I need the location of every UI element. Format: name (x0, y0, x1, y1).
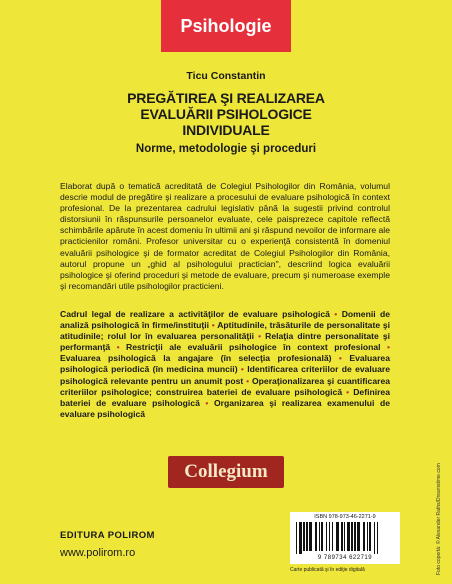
barcode-bar (296, 522, 297, 554)
topic-item: Cadrul legal de realizare a activităţilor de evaluare psihologică (60, 309, 330, 319)
barcode-bar (341, 522, 343, 551)
bullet-separator: • (243, 375, 252, 386)
barcode-bar (336, 522, 339, 551)
title-line-1: PREGĂTIREA ŞI REALIZAREA (127, 90, 325, 106)
bullet-separator: • (331, 353, 350, 364)
barcode-bar (326, 522, 327, 551)
topic-item: Evaluarea psihologică periodică (în medicina muncii) (60, 353, 390, 375)
barcode-bar (299, 522, 302, 554)
barcode-bar (332, 522, 333, 551)
topic-item: Domenii de analiză psihologică în firme/instituţii (60, 309, 390, 331)
title-line-2: EVALUĂRII PSIHOLOGICE (140, 106, 312, 122)
series-label: Psihologie (180, 15, 272, 36)
topic-item: Restricţii ale evaluării psihologice în context profesional (126, 342, 381, 353)
bullet-separator: • (380, 342, 390, 353)
barcode-bar (354, 522, 356, 551)
barcode-bar (351, 522, 353, 551)
print-note: Carte publicată şi în ediţie digitală (290, 567, 365, 573)
barcode-bar (344, 522, 345, 551)
bullet-separator: • (110, 342, 127, 353)
bullet-separator: • (329, 309, 342, 319)
publisher-website[interactable]: www.polirom.ro (60, 547, 136, 559)
topics-list (60, 309, 390, 420)
topic-item: Evaluarea psihologică la angajare (în selecţia profesională) (60, 353, 332, 364)
title-line-3: INDIVIDUALE (182, 122, 270, 138)
barcode-bar (363, 522, 365, 551)
author-name: Ticu Constantin (186, 70, 266, 82)
topic-item: Organizarea şi realizarea examenului de evaluare psihologică (60, 397, 390, 419)
book-subtitle: Norme, metodologie şi proceduri (135, 143, 317, 155)
description-paragraph: Elaborat după o tematică acreditată de Colegiul Psihologilor din România, volumul descrie modul de pregătire şi realizare a procesului de evaluare psihologică în context profesional. De la prezentarea cadrului legislativ până la sugestii privind controlul distorsiunii în răspunsurile persoanelor evaluate, cele paisprezece capitole reflectă schimbările apărute în acest domeniu în ultimii ani şi răspund nevoilor de informare ale practicienilor români. Profesor universitar cu o experienţă consistentă în domeniul evaluării psihologice şi de formator acreditat de Colegiul Psihologilor din România, autorul propune un „ghid al psihologului practician", descriind logica evaluării psihologice şi oferind proceduri şi metode de evaluare, precum şi numeroase exemple şi recomandări utile psihologilor practicieni. (60, 181, 390, 291)
barcode (290, 512, 400, 564)
topic-item: Identificarea criteriilor de evaluare psihologică relevante pentru un anumit post (60, 364, 390, 386)
bullet-separator: • (342, 386, 354, 397)
barcode-bar (309, 522, 312, 551)
publisher-name: EDITURA POLIROM (60, 530, 155, 541)
barcode-bar (367, 522, 368, 551)
barcode-bar (374, 522, 375, 554)
barcode-bar (315, 522, 317, 551)
barcode-bar (321, 522, 323, 551)
bullet-separator: • (237, 364, 248, 375)
barcode-bar (369, 522, 371, 551)
barcode-bar (347, 522, 350, 551)
barcode-bars (296, 522, 394, 554)
barcode-bar (329, 522, 330, 551)
barcode-digits: 9 789734 622719 (317, 555, 373, 561)
photo-credit: Foto copertă: © Alexander Raths/Dreamstime.com (436, 463, 442, 575)
barcode-bar (377, 522, 378, 554)
barcode-bar (357, 522, 360, 551)
series-band (161, 0, 291, 52)
bullet-separator: • (254, 331, 266, 342)
topic-item: Aptitudinile, trăsăturile de personalitate şi atitudinile; rolul lor în evaluarea personalităţii (60, 320, 390, 342)
collection-label: Collegium (184, 461, 268, 482)
barcode-bar (306, 522, 308, 551)
barcode-bar (319, 522, 320, 551)
barcode-bar (303, 522, 305, 551)
bullet-separator: • (199, 397, 214, 408)
topic-item: Definirea bateriei de evaluare psihologică (60, 386, 390, 408)
isbn-text: ISBN 978-973-46-2271-9 (314, 514, 376, 520)
collegium-logo (168, 456, 284, 488)
topic-item: Relaţia dintre personalitate şi performanţă (60, 331, 390, 353)
topic-item: Operaţionalizarea şi cuantificarea criteriilor psihologice; construirea bateriei de evaluare psihologică (60, 375, 391, 397)
book-title (0, 90, 452, 138)
bullet-separator: • (209, 320, 218, 331)
